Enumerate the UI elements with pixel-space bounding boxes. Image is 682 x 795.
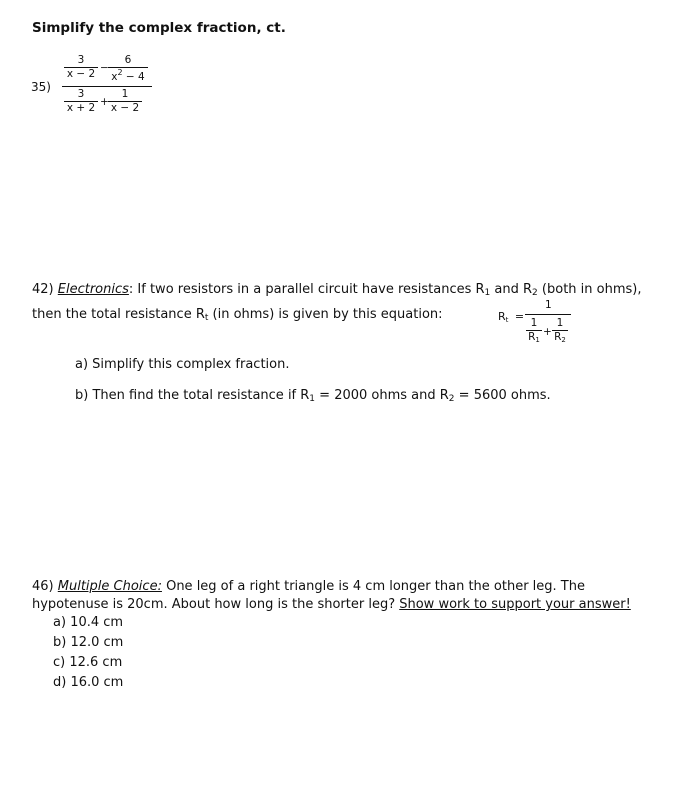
q35-bottom-right-fraction <box>108 89 142 113</box>
equation-numerator: 1 <box>545 299 552 311</box>
problem-42-topic: Electronics <box>57 282 129 297</box>
q35-top-right-denominator: $x^2 - 4$ <box>111 67 145 83</box>
q35-top-left-denominator: x − 2 <box>66 67 96 80</box>
problem-46-line-1: 46) Multiple Choice: One leg of a right triangle is 4 cm longer than the other leg. The <box>32 579 585 594</box>
equation-fraction-1-over-r1: 1 $R_1$ <box>526 318 542 344</box>
q35-bottom-left-fraction <box>64 89 98 113</box>
equation-fraction-1-over-r2: 1 $R_2$ <box>552 318 568 344</box>
q35-top-left-fraction <box>64 55 98 79</box>
q35-bottom-left-numerator: 3 <box>77 88 85 100</box>
show-work-instruction: Show work to support your answer! <box>399 597 631 612</box>
problem-46-number: 46) <box>32 579 54 594</box>
equation-plus: + <box>543 326 552 338</box>
problem-42-part-b: b) Then find the total resistance if $R_1 = 2000$ ohms and $R_2 = 5600$ ohms. <box>75 388 551 404</box>
q35-top-left-numerator: 3 <box>77 54 85 66</box>
problem-46-line-2: hypotenuse is 20cm. About how long is the shorter leg? Show work to support your answer! <box>32 597 631 612</box>
problem-46-topic: Multiple Choice: <box>57 579 162 594</box>
problem-42-line-1: 42) Electronics: If two resistors in a parallel circuit have resistances $R_1$ and $R_2$ (both in ohms), <box>32 282 642 298</box>
equation-lhs: $R_t$ = <box>498 310 525 324</box>
choice-b: b) 12.0 cm <box>53 635 124 650</box>
q35-bottom-operator: + <box>100 96 109 108</box>
equation-main-bar <box>525 314 571 315</box>
q35-main-fraction-bar <box>62 86 152 87</box>
choice-a: a) 10.4 cm <box>53 615 124 630</box>
problem-42-line-2: then the total resistance $R_t$ (in ohms) is given by this equation: <box>32 307 443 323</box>
q35-bottom-left-denominator: x + 2 <box>66 101 96 114</box>
q35-top-right-fraction <box>108 55 148 82</box>
q35-bottom-right-numerator: 1 <box>121 88 129 100</box>
problem-42-part-a: a) Simplify this complex fraction. <box>75 357 290 372</box>
page-title: Simplify the complex fraction, ct. <box>32 20 286 36</box>
problem-35-number: 35) <box>31 80 51 94</box>
choice-c: c) 12.6 cm <box>53 655 123 670</box>
q35-top-right-numerator: 6 <box>124 54 132 66</box>
choice-d: d) 16.0 cm <box>53 675 124 690</box>
q35-top-operator: − <box>100 62 109 74</box>
problem-42-number: 42) <box>32 282 54 297</box>
q35-bottom-right-denominator: x − 2 <box>110 101 140 114</box>
